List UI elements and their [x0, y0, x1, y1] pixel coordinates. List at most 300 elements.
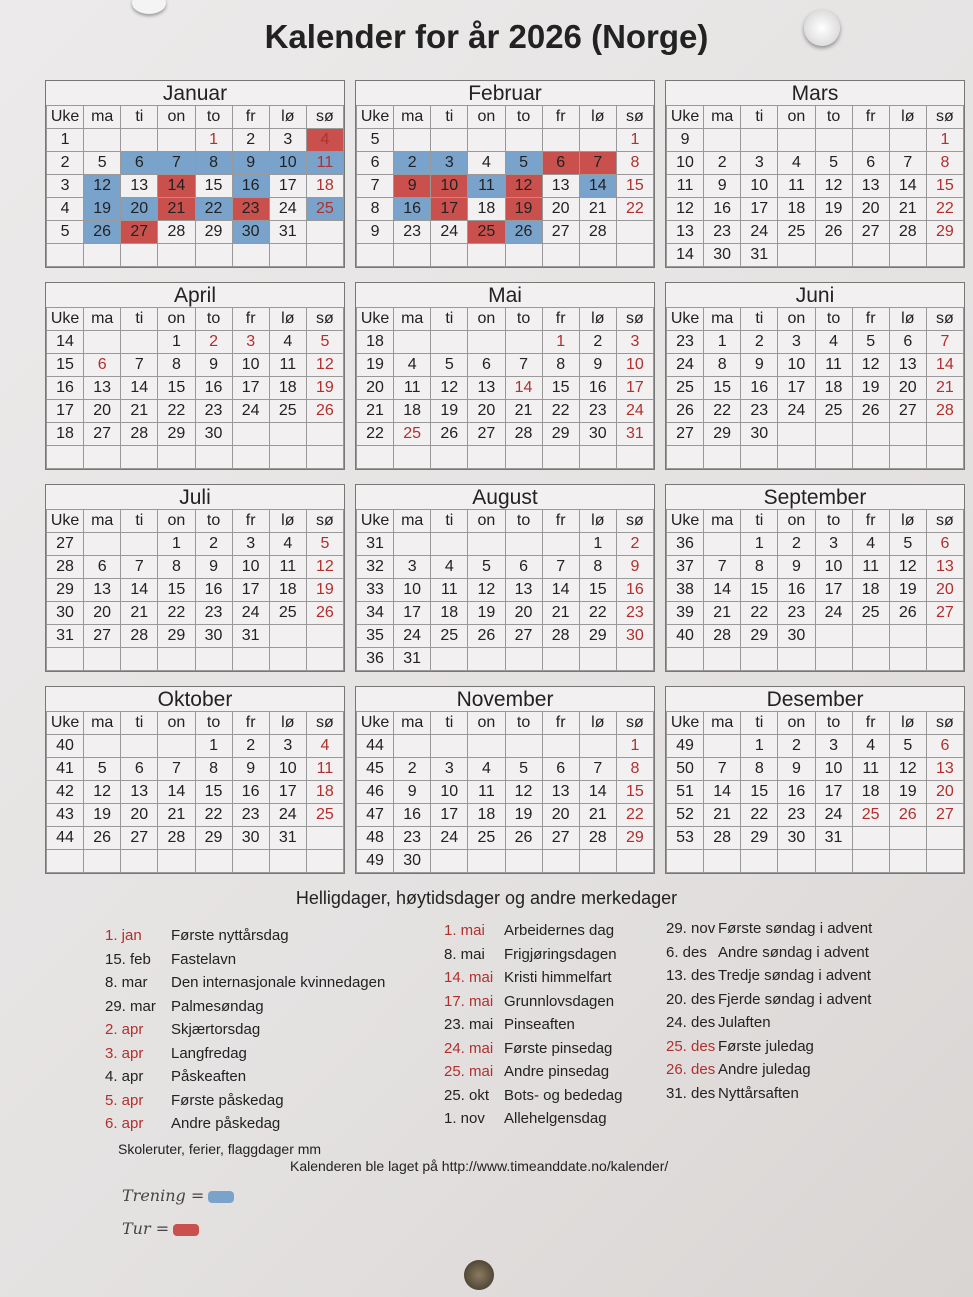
- day-cell: 10: [269, 758, 306, 781]
- week-row: [357, 354, 654, 377]
- week-number: 28: [47, 556, 84, 579]
- legend-tur: [122, 1219, 199, 1238]
- pin-top-left: [132, 0, 166, 14]
- header-row: [667, 308, 964, 331]
- day-cell: 3: [232, 533, 269, 556]
- day-cell: 7: [579, 758, 616, 781]
- day-cell: 22: [542, 400, 579, 423]
- legend-blue-swatch: [208, 1191, 234, 1203]
- day-cell: 5: [815, 152, 852, 175]
- week-number: 27: [667, 423, 704, 446]
- day-header: ti: [741, 510, 778, 533]
- day-cell: 9: [579, 354, 616, 377]
- day-cell: 5: [306, 533, 343, 556]
- holiday-item: [444, 993, 622, 1017]
- day-header: sø: [306, 106, 343, 129]
- holiday-date: 23. mai: [444, 1016, 494, 1033]
- day-header: sø: [616, 712, 653, 735]
- day-cell: 21: [542, 602, 579, 625]
- week-row: [47, 244, 344, 267]
- holiday-name: Tredje søndag i advent: [718, 967, 871, 984]
- day-cell: [158, 244, 195, 267]
- day-cell: 22: [704, 400, 741, 423]
- day-header: ti: [431, 308, 468, 331]
- week-number: 33: [357, 579, 394, 602]
- month-table: [46, 711, 344, 873]
- day-cell: 15: [926, 175, 963, 198]
- week-number: 20: [357, 377, 394, 400]
- holiday-name: Frigjøringsdagen: [504, 945, 617, 963]
- day-cell: 10: [616, 354, 653, 377]
- week-number: [357, 446, 394, 469]
- day-cell: 15: [579, 579, 616, 602]
- day-cell: 31: [269, 221, 306, 244]
- day-cell: 4: [269, 331, 306, 354]
- week-number: 51: [667, 781, 704, 804]
- day-cell: 14: [579, 781, 616, 804]
- day-cell: 30: [195, 423, 232, 446]
- week-row: [357, 423, 654, 446]
- day-header: ma: [394, 712, 431, 735]
- day-cell: 1: [542, 331, 579, 354]
- day-cell: 29: [195, 221, 232, 244]
- day-cell: 4: [468, 758, 505, 781]
- day-cell: 31: [394, 648, 431, 671]
- day-cell: [121, 533, 158, 556]
- day-header: lø: [889, 308, 926, 331]
- day-cell: 19: [889, 781, 926, 804]
- day-cell: [852, 129, 889, 152]
- day-cell: [505, 735, 542, 758]
- day-cell: [778, 244, 815, 267]
- week-row: [47, 331, 344, 354]
- holiday-date: 25. des: [666, 1037, 716, 1055]
- month-title: September: [763, 486, 867, 509]
- day-cell: 18: [852, 781, 889, 804]
- day-cell: [926, 625, 963, 648]
- week-row: [47, 423, 344, 446]
- day-cell: 16: [616, 579, 653, 602]
- week-row: [357, 579, 654, 602]
- day-header: Uke: [47, 510, 84, 533]
- day-cell: 9: [704, 175, 741, 198]
- day-cell: 6: [84, 354, 121, 377]
- day-cell: [926, 446, 963, 469]
- day-cell: 29: [704, 423, 741, 446]
- day-cell: 8: [616, 758, 653, 781]
- day-cell: [926, 244, 963, 267]
- holiday-name: Andre søndag i advent: [718, 943, 869, 961]
- week-row: [357, 602, 654, 625]
- day-header: ti: [741, 308, 778, 331]
- day-cell: 29: [158, 625, 195, 648]
- week-row: [667, 533, 964, 556]
- day-cell: 19: [468, 602, 505, 625]
- day-header: Uke: [357, 712, 394, 735]
- day-header: ti: [431, 106, 468, 129]
- day-cell: 2: [232, 129, 269, 152]
- day-header: to: [815, 510, 852, 533]
- day-cell: 1: [158, 331, 195, 354]
- day-cell: [121, 331, 158, 354]
- month-table: [356, 711, 654, 873]
- week-number: 49: [357, 850, 394, 873]
- day-cell: [232, 244, 269, 267]
- header-row: [667, 106, 964, 129]
- day-cell: 2: [394, 152, 431, 175]
- day-cell: 31: [815, 827, 852, 850]
- day-cell: 1: [704, 331, 741, 354]
- month-table: [356, 509, 654, 671]
- day-cell: [778, 648, 815, 671]
- day-header: fr: [542, 510, 579, 533]
- day-header: on: [158, 106, 195, 129]
- holiday-item: [666, 1061, 872, 1085]
- week-row: [667, 423, 964, 446]
- holiday-item: [666, 1014, 872, 1038]
- week-row: [357, 175, 654, 198]
- day-cell: [468, 331, 505, 354]
- holiday-name: Skjærtorsdag: [171, 1021, 261, 1038]
- day-cell: 31: [741, 244, 778, 267]
- day-header: lø: [269, 510, 306, 533]
- week-row: [47, 648, 344, 671]
- day-cell: 30: [778, 827, 815, 850]
- day-cell: [468, 533, 505, 556]
- month-title: August: [472, 486, 538, 509]
- month-title: Oktober: [157, 688, 233, 711]
- legend-trening-label: Trening =: [122, 1186, 205, 1205]
- day-header: on: [778, 712, 815, 735]
- month-table: [46, 307, 344, 469]
- day-cell: 17: [269, 781, 306, 804]
- holiday-date: 1. jan: [105, 927, 142, 944]
- week-row: [47, 758, 344, 781]
- day-cell: 24: [431, 827, 468, 850]
- day-cell: 30: [232, 221, 269, 244]
- day-cell: 4: [852, 533, 889, 556]
- day-cell: 18: [269, 377, 306, 400]
- day-cell: 21: [505, 400, 542, 423]
- day-cell: 6: [852, 152, 889, 175]
- day-cell: [306, 446, 343, 469]
- day-cell: 25: [468, 827, 505, 850]
- holiday-name: Langfredag: [171, 1044, 247, 1062]
- day-cell: 1: [741, 533, 778, 556]
- day-cell: 6: [121, 758, 158, 781]
- week-row: [667, 579, 964, 602]
- holiday-item: [105, 951, 385, 975]
- week-row: [357, 446, 654, 469]
- day-cell: 30: [232, 827, 269, 850]
- week-row: [667, 400, 964, 423]
- holiday-date: 6. des: [666, 943, 707, 961]
- week-row: [357, 221, 654, 244]
- day-header: lø: [579, 106, 616, 129]
- day-header: ma: [84, 510, 121, 533]
- day-cell: 2: [741, 331, 778, 354]
- day-cell: 7: [542, 556, 579, 579]
- day-cell: 2: [232, 735, 269, 758]
- day-cell: 20: [505, 602, 542, 625]
- day-cell: 3: [815, 735, 852, 758]
- month-november: [355, 686, 655, 874]
- day-header: Uke: [47, 106, 84, 129]
- header-row: [357, 712, 654, 735]
- day-cell: 26: [431, 423, 468, 446]
- week-number: 6: [357, 152, 394, 175]
- day-cell: [579, 446, 616, 469]
- holiday-name: Andre pinsedag: [504, 1063, 610, 1080]
- week-number: 24: [667, 354, 704, 377]
- day-cell: 7: [889, 152, 926, 175]
- day-cell: 14: [121, 377, 158, 400]
- day-header: lø: [579, 308, 616, 331]
- day-cell: 1: [741, 735, 778, 758]
- week-row: [667, 354, 964, 377]
- day-cell: 6: [84, 556, 121, 579]
- day-cell: 9: [394, 175, 431, 198]
- day-cell: [269, 423, 306, 446]
- day-header: ma: [704, 308, 741, 331]
- week-row: [357, 331, 654, 354]
- day-cell: 3: [394, 556, 431, 579]
- day-header: Uke: [357, 510, 394, 533]
- day-cell: 26: [852, 400, 889, 423]
- day-cell: 6: [121, 152, 158, 175]
- day-cell: 28: [121, 423, 158, 446]
- day-cell: 5: [306, 331, 343, 354]
- holiday-name: Fastelavn: [171, 950, 237, 968]
- day-cell: 20: [468, 400, 505, 423]
- day-header: to: [505, 712, 542, 735]
- week-row: [667, 850, 964, 873]
- day-cell: 29: [926, 221, 963, 244]
- holiday-name: Første påskedag: [171, 1091, 284, 1109]
- week-row: [357, 850, 654, 873]
- day-cell: [431, 648, 468, 671]
- day-cell: [505, 129, 542, 152]
- month-table: [666, 711, 964, 873]
- month-title: Juli: [179, 486, 211, 509]
- week-row: [47, 850, 344, 873]
- week-number: 9: [667, 129, 704, 152]
- day-header: fr: [542, 712, 579, 735]
- day-cell: 25: [306, 804, 343, 827]
- pin-bottom: [464, 1260, 494, 1290]
- day-cell: 2: [616, 533, 653, 556]
- day-cell: 8: [195, 758, 232, 781]
- day-cell: [84, 129, 121, 152]
- day-cell: 16: [778, 579, 815, 602]
- day-cell: 13: [84, 377, 121, 400]
- day-cell: 23: [741, 400, 778, 423]
- day-cell: [269, 446, 306, 469]
- day-cell: 17: [232, 579, 269, 602]
- day-cell: [468, 446, 505, 469]
- day-header: lø: [269, 308, 306, 331]
- day-cell: 12: [505, 175, 542, 198]
- day-cell: [505, 533, 542, 556]
- day-cell: 7: [704, 758, 741, 781]
- day-cell: 21: [889, 198, 926, 221]
- day-cell: 1: [195, 129, 232, 152]
- day-cell: 19: [889, 579, 926, 602]
- month-title: November: [456, 688, 554, 711]
- day-cell: 14: [505, 377, 542, 400]
- day-cell: 2: [195, 331, 232, 354]
- day-header: to: [505, 106, 542, 129]
- week-number: 36: [357, 648, 394, 671]
- week-number: 30: [47, 602, 84, 625]
- day-cell: 8: [926, 152, 963, 175]
- day-cell: 28: [121, 625, 158, 648]
- day-cell: [394, 244, 431, 267]
- month-table: [356, 105, 654, 267]
- week-number: 37: [667, 556, 704, 579]
- day-header: ti: [121, 712, 158, 735]
- day-header: fr: [542, 308, 579, 331]
- day-cell: 22: [158, 602, 195, 625]
- day-cell: 23: [195, 400, 232, 423]
- day-header: fr: [852, 510, 889, 533]
- day-cell: [741, 648, 778, 671]
- day-cell: 5: [468, 556, 505, 579]
- day-cell: 23: [778, 804, 815, 827]
- holiday-date: 20. des: [666, 990, 716, 1008]
- day-cell: 27: [84, 423, 121, 446]
- day-cell: 22: [579, 602, 616, 625]
- day-cell: 25: [468, 221, 505, 244]
- day-cell: 18: [394, 400, 431, 423]
- day-cell: 16: [195, 377, 232, 400]
- week-row: [357, 648, 654, 671]
- day-cell: 16: [579, 377, 616, 400]
- week-number: 48: [357, 827, 394, 850]
- week-number: 52: [667, 804, 704, 827]
- day-cell: 8: [741, 758, 778, 781]
- holiday-name: Den internasjonale kvinnedagen: [171, 974, 386, 991]
- day-cell: [468, 850, 505, 873]
- day-cell: [195, 850, 232, 873]
- day-cell: 11: [306, 152, 343, 175]
- day-cell: 24: [741, 221, 778, 244]
- day-cell: 4: [815, 331, 852, 354]
- day-cell: [269, 244, 306, 267]
- week-row: [47, 533, 344, 556]
- day-cell: [926, 423, 963, 446]
- day-cell: 30: [616, 625, 653, 648]
- week-row: [357, 129, 654, 152]
- day-cell: 25: [394, 423, 431, 446]
- day-header: to: [195, 308, 232, 331]
- day-cell: 21: [579, 198, 616, 221]
- day-cell: [431, 735, 468, 758]
- day-cell: [926, 850, 963, 873]
- week-row: [667, 331, 964, 354]
- day-cell: 24: [394, 625, 431, 648]
- header-row: [47, 510, 344, 533]
- day-cell: 16: [704, 198, 741, 221]
- week-number: [667, 850, 704, 873]
- day-cell: 26: [306, 602, 343, 625]
- credit-text: Kalenderen ble laget på http://www.timeanddate.no/kalender/: [290, 1158, 669, 1174]
- header-row: [47, 106, 344, 129]
- day-cell: 29: [579, 625, 616, 648]
- holiday-date: 8. mar: [105, 974, 148, 991]
- day-header: sø: [616, 106, 653, 129]
- day-header: sø: [926, 510, 963, 533]
- day-header: ti: [431, 712, 468, 735]
- week-row: [47, 781, 344, 804]
- day-header: on: [468, 510, 505, 533]
- month-august: [355, 484, 655, 672]
- day-cell: [505, 850, 542, 873]
- week-row: [47, 625, 344, 648]
- day-header: to: [195, 712, 232, 735]
- day-header: on: [158, 712, 195, 735]
- week-number: 47: [357, 804, 394, 827]
- holiday-item: [444, 1063, 622, 1087]
- day-header: to: [195, 106, 232, 129]
- day-cell: 21: [158, 804, 195, 827]
- day-cell: 23: [394, 827, 431, 850]
- day-cell: [306, 850, 343, 873]
- week-row: [47, 446, 344, 469]
- week-row: [667, 198, 964, 221]
- week-row: [667, 377, 964, 400]
- day-header: Uke: [47, 308, 84, 331]
- day-cell: 23: [579, 400, 616, 423]
- day-cell: [505, 331, 542, 354]
- day-cell: 12: [852, 354, 889, 377]
- day-cell: 22: [616, 198, 653, 221]
- holiday-name: Julaften: [718, 1014, 771, 1031]
- day-header: on: [778, 106, 815, 129]
- month-title: Mai: [488, 284, 522, 307]
- day-cell: 25: [852, 804, 889, 827]
- day-cell: [158, 446, 195, 469]
- day-header: to: [815, 712, 852, 735]
- day-cell: 4: [269, 533, 306, 556]
- day-header: sø: [926, 308, 963, 331]
- week-number: 21: [357, 400, 394, 423]
- week-number: [47, 244, 84, 267]
- week-number: 35: [357, 625, 394, 648]
- day-header: on: [778, 510, 815, 533]
- day-cell: [815, 129, 852, 152]
- day-cell: 19: [815, 198, 852, 221]
- day-cell: 17: [232, 377, 269, 400]
- day-cell: 4: [306, 129, 343, 152]
- holiday-item: [105, 1068, 385, 1092]
- day-cell: [394, 735, 431, 758]
- day-cell: 11: [431, 579, 468, 602]
- week-number: 38: [667, 579, 704, 602]
- day-cell: 30: [195, 625, 232, 648]
- day-header: ma: [84, 106, 121, 129]
- week-row: [667, 446, 964, 469]
- day-cell: 23: [616, 602, 653, 625]
- day-cell: 23: [394, 221, 431, 244]
- day-cell: 5: [84, 758, 121, 781]
- day-header: Uke: [667, 510, 704, 533]
- day-cell: [431, 446, 468, 469]
- day-cell: 6: [889, 331, 926, 354]
- day-cell: [579, 735, 616, 758]
- day-cell: 25: [431, 625, 468, 648]
- day-cell: 14: [889, 175, 926, 198]
